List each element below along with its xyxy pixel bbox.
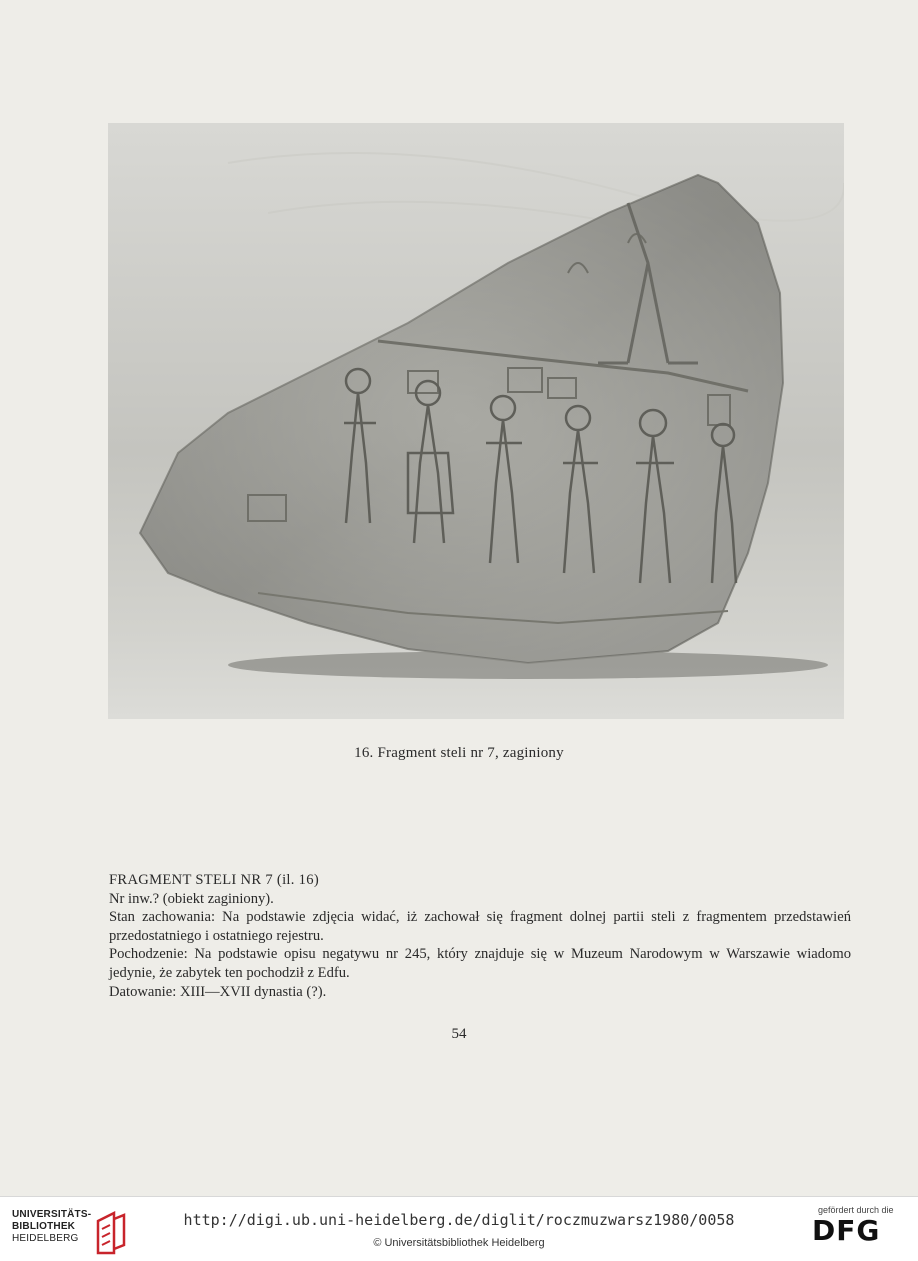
figure-caption: 16. Fragment steli nr 7, zaginiony: [354, 745, 564, 761]
condition-paragraph: [109, 908, 851, 945]
dating-label: Datowanie:: [109, 983, 177, 1000]
entry-illustration-ref: (il. 16): [276, 872, 320, 888]
inventory-line: Nr inw.? (obiekt zaginiony).: [109, 890, 274, 907]
stela-fragment-photo: [108, 123, 844, 719]
provenance-label: Pochodzenie:: [109, 946, 188, 963]
provenance-text: Na podstawie opisu negatywu nr 245, który znajduje się w Muzeum Narodowym w Warszawie wiadomo jedynie, że zabytek ten pochodził z Edfu.: [109, 946, 851, 981]
copyright-notice: © Universitätsbibliothek Heidelberg: [373, 1237, 545, 1249]
library-name-line2: BIBLIOTHEK: [12, 1221, 76, 1232]
dfg-funding-logo[interactable]: [812, 1205, 904, 1255]
footer-bar: [0, 1196, 918, 1261]
funding-label: gefördert durch die: [818, 1205, 894, 1215]
entry-heading: [109, 871, 851, 890]
condition-text: Na podstawie zdjęcia widać, iż zachował się fragment dolnej partii steli z fragmentem przedstawień przedostatniego i ostatniego rejestru.: [109, 909, 851, 944]
permalink-url[interactable]: http://digi.ub.uni-heidelberg.de/diglit/roczmuzwarsz1980/0058: [183, 1211, 735, 1229]
catalog-entry: [109, 871, 851, 1001]
page-number: 54: [451, 1026, 467, 1042]
stela-fragment-image: [108, 123, 844, 719]
dfg-wordmark: DFG: [812, 1214, 881, 1247]
entry-title: FRAGMENT STELI NR 7: [109, 872, 273, 888]
provenance-paragraph: [109, 945, 851, 982]
dating-paragraph: [109, 983, 851, 1002]
library-name-line1: UNIVERSITÄTS-: [12, 1209, 92, 1220]
dating-text: XIII—XVII dynastia (?).: [179, 983, 327, 1000]
condition-label: Stan zachowania:: [109, 909, 216, 926]
library-name-line3: HEIDELBERG: [12, 1233, 79, 1244]
